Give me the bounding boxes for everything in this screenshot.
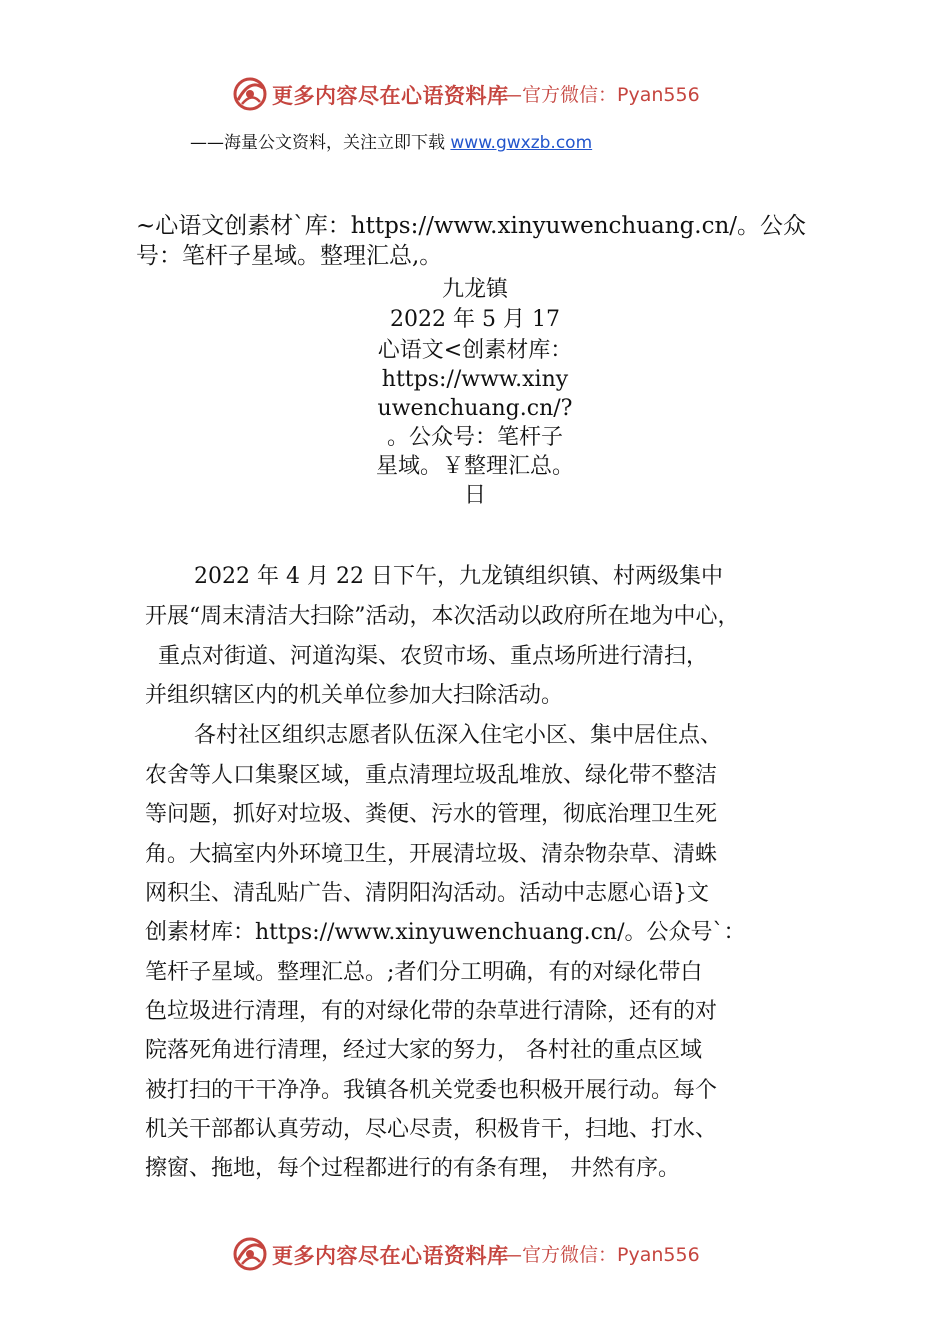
paragraph-line: 农舍等人口集聚区域，重点清理垃圾乱堆放、绿化带不整洁 — [145, 763, 718, 788]
paragraph-line: 机关干部都认真劳动，尽心尽责，积极肯干，扫地、打水、 — [145, 1117, 718, 1142]
paragraph-line: 等问题，抓好对垃圾、粪便、污水的管理，彻底治理卫生死 — [145, 802, 718, 827]
paragraph-line: 被打扫的干干净净。我镇各机关党委也积极开展行动。每个 — [145, 1078, 718, 1103]
header-wechat-text: —官方微信：Pyan556 — [503, 84, 700, 106]
header-brand-text: 更多内容尽在心语资料库 — [272, 83, 509, 108]
date-line: 2022 年 5 月 17 — [390, 307, 560, 332]
logo-icon — [230, 74, 270, 114]
paragraph-line: 各村社区组织志愿者队伍深入住宅小区、集中居住点、 — [194, 723, 723, 748]
title-line: https://www.xiny — [381, 367, 569, 392]
paragraph-line: 并组织辖区内的机关单位参加大扫除活动。 — [145, 683, 564, 708]
paragraph-line: 网积尘、清乱贴广告、清阴阳沟活动。活动中志愿心语}文 — [145, 881, 709, 906]
download-link[interactable]: www.gwxzb.com — [450, 133, 593, 153]
footer-wechat-text: —官方微信：Pyan556 — [503, 1244, 700, 1266]
subline-text: ——海量公文资料，关注立即下载 — [190, 133, 445, 153]
title-line: 心语文<创素材库： — [377, 338, 573, 363]
header-subline — [190, 128, 592, 153]
footer-brand-text: 更多内容尽在心语资料库 — [272, 1243, 509, 1268]
paragraph-line: 擦窗、拖地，每个过程都进行的有条有理， 井然有序。 — [145, 1156, 680, 1181]
paragraph-line: 开展“周末清洁大扫除”活动，本次活动以政府所在地为中心， — [145, 604, 740, 629]
paragraph-line: 创素材库：https://www.xinyuwenchuang.cn/。公众号`： — [145, 920, 746, 945]
paragraph-line: 院落死角进行清理，经过大家的努力， 各村社的重点区域 — [145, 1038, 702, 1063]
title-line: 星域。￥整理汇总。 — [375, 454, 574, 479]
intro-line: 号：笔杆子星域。整理汇总,。 — [136, 243, 443, 269]
title-line: 。公众号：笔杆子 — [386, 425, 563, 450]
paragraph-line: 2022 年 4 月 22 日下午，九龙镇组织镇、村两级集中 — [194, 564, 723, 589]
title-line: uwenchuang.cn/? — [377, 396, 573, 421]
intro-line: ~心语文创素材`库：https://www.xinyuwenchuang.cn/。公众 — [136, 213, 807, 239]
paragraph-line: 色垃圾进行清理，有的对绿化带的杂草进行清除，还有的对 — [145, 999, 718, 1024]
header-banner — [0, 72, 950, 116]
footer-banner — [0, 1232, 950, 1276]
paragraph-line: 角。大搞室内外环境卫生，开展清垃圾、清杂物杂草、清蛛 — [145, 842, 718, 867]
paragraph-line: 重点对街道、河道沟渠、农贸市场、重点场所进行清扫， — [158, 644, 709, 669]
logo-icon — [230, 1234, 270, 1274]
town-name: 九龙镇 — [441, 277, 508, 302]
paragraph-line: 笔杆子星域。整理汇总。;者们分工明确，有的对绿化带白 — [145, 960, 703, 985]
title-line: 日 — [463, 483, 486, 508]
